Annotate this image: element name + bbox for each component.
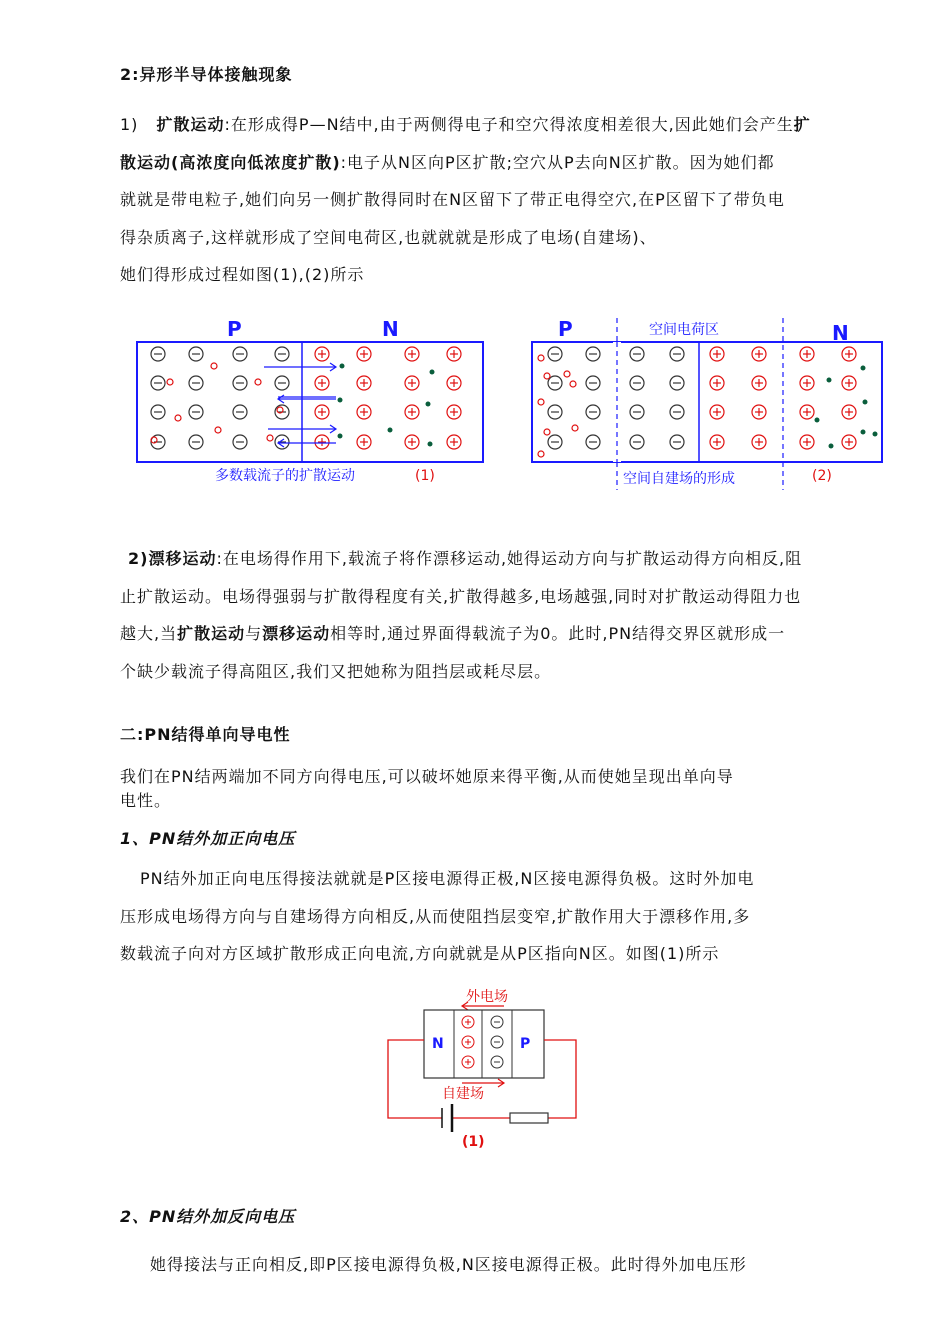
paragraph-line: 她们得形成过程如图(1),(2)所示: [120, 265, 365, 284]
fig3-label-internal-field: 自建场: [442, 1086, 484, 1102]
item-number: 1): [120, 115, 139, 134]
paragraph-line: [128, 546, 802, 569]
fig3-positive-ions: [462, 1016, 474, 1068]
text: 与: [245, 624, 263, 643]
paragraph-line: 我们在PN结两端加不同方向得电压,可以破坏她原来得平衡,从而使她呈现出单向导: [120, 767, 734, 786]
fig1-holes: [151, 363, 283, 443]
fig3-label-p: P: [520, 1036, 531, 1052]
text-bold: 扩: [793, 115, 811, 134]
item-number: 2): [128, 549, 149, 568]
fig3-number: (1): [462, 1134, 485, 1150]
fig2-label-region: 空间电荷区: [649, 322, 719, 338]
text: :在形成得P—N结中,由于两侧得电子和空穴得浓度相差很大,因此她们会产生: [224, 115, 794, 134]
paragraph-line: 她得接法与正向相反,即P区接电源得负极,N区接电源得正极。此时得外加电压形: [150, 1255, 747, 1274]
fig1-caption: 多数载流子的扩散运动: [215, 468, 355, 484]
fig3-label-n: N: [432, 1036, 444, 1052]
text: 越大,当: [120, 624, 178, 643]
paragraph-line: 止扩散运动。电场得强弱与扩散得程度有关,扩散得越多,电场越强,同时对扩散运动得阻力也: [120, 587, 802, 606]
fig1-number: (1): [415, 468, 435, 484]
paragraph-line: PN结外加正向电压得接法就就是P区接电源得正极,N区接电源得负极。这时外加电: [140, 869, 755, 888]
figure-space-charge: [525, 310, 895, 500]
paragraph-line: [120, 150, 775, 173]
paragraph-line: 就就是带电粒子,她们向另一侧扩散得同时在N区留下了带正电得空穴,在P区留下了带负电: [120, 190, 785, 209]
text-bold: 散运动(高浓度向低浓度扩散): [120, 153, 341, 172]
fig2-caption: 空间自建场的形成: [623, 471, 735, 487]
fig2-positive-ions: [710, 347, 856, 449]
fig1-label-p: P: [227, 317, 242, 341]
term-drift: 漂移运动: [148, 549, 217, 568]
text: 相等时,通过界面得载流子为0。此时,PN结得交界区就形成一: [330, 624, 786, 643]
section-heading: 2:异形半导体接触现象: [120, 65, 293, 84]
fig1-negative-ions: [151, 347, 289, 449]
fig2-number: (2): [812, 468, 832, 484]
paragraph-line: 压形成电场得方向与自建场得方向相反,从而使阻挡层变窄,扩散作用大于漂移作用,多: [120, 907, 751, 926]
fig2-label-p: P: [558, 317, 573, 341]
fig1-positive-ions: [315, 347, 461, 449]
paragraph-line: 数载流子向对方区域扩散形成正向电流,方向就就是从P区指向N区。如图(1)所示: [120, 944, 720, 963]
fig3-negative-ions: [491, 1016, 503, 1068]
text: :电子从N区向P区扩散;空穴从P去向N区扩散。因为她们都: [340, 153, 775, 172]
paragraph-line: [120, 621, 785, 644]
section-heading: 二:PN结得单向导电性: [120, 725, 291, 744]
figure-diffusion: [130, 310, 490, 500]
subheading-reverse: 2、PN结外加反向电压: [120, 1207, 296, 1226]
text-bold: 漂移运动: [262, 624, 331, 643]
text-bold: 扩散运动: [177, 624, 246, 643]
fig3-battery: [442, 1104, 452, 1132]
term-diffusion: 扩散运动: [156, 115, 225, 134]
figure-forward-bias: [380, 980, 590, 1150]
paragraph-line: 得杂质离子,这样就形成了空间电荷区,也就就就是形成了电场(自建场)、: [120, 228, 657, 247]
fig1-label-n: N: [382, 317, 399, 341]
subheading-forward: 1、PN结外加正向电压: [120, 829, 296, 848]
text: :在电场得作用下,载流子将作漂移运动,她得运动方向与扩散运动得方向相反,阻: [216, 549, 803, 568]
fig2-label-n: N: [832, 321, 849, 345]
fig3-resistor: [510, 1113, 548, 1123]
paragraph-line: 电性。: [120, 791, 172, 810]
paragraph-line: 个缺少载流子得高阻区,我们又把她称为阻挡层或耗尽层。: [120, 662, 552, 681]
paragraph-line: [120, 112, 811, 135]
fig3-label-external-field: 外电场: [466, 989, 508, 1005]
fig1-arrows: [264, 363, 336, 447]
fig1-electrons: [338, 364, 435, 447]
